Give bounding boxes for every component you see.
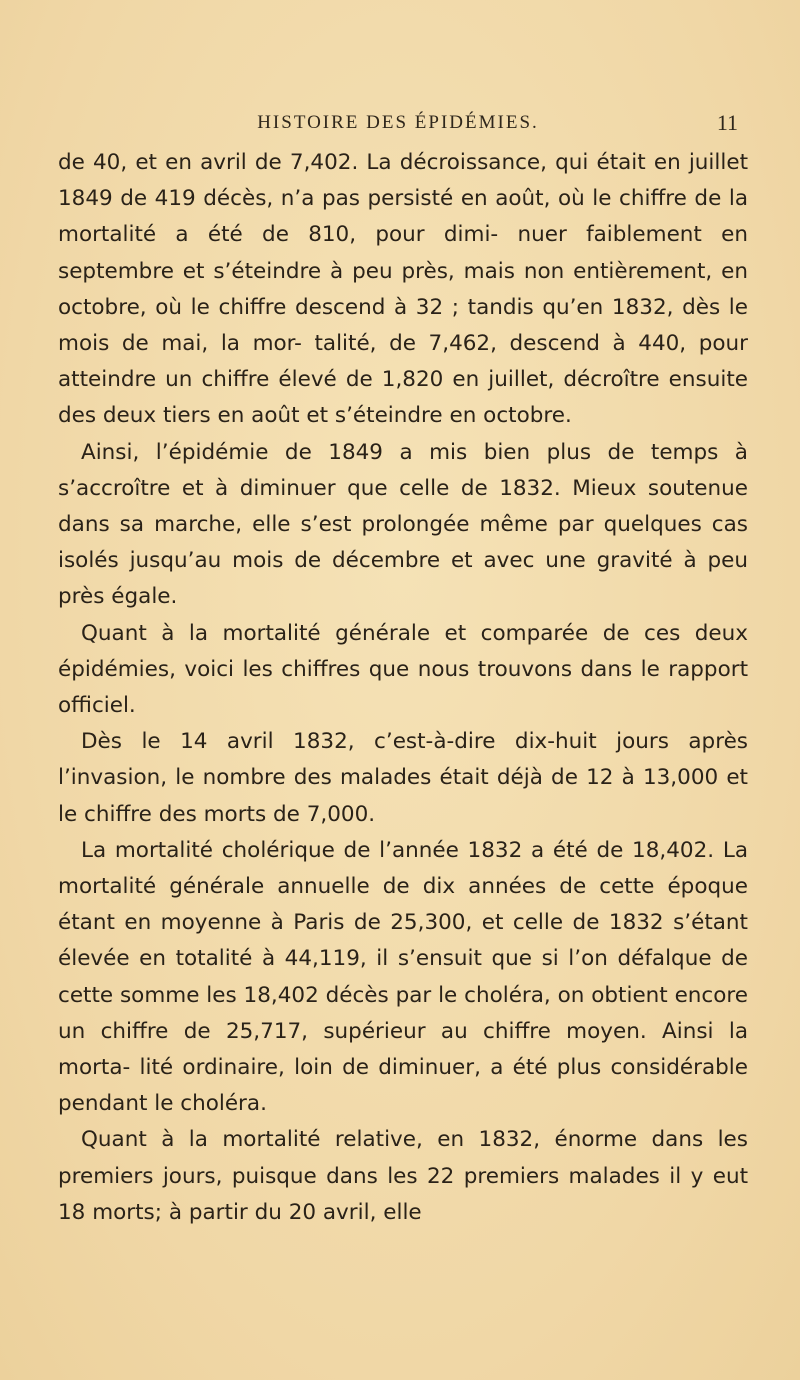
paragraph-6: Quant à la mortalité relative, en 1832, énorme dans les premiers jours, puisque dans les 22 premiers malades il y eut 18 morts; à partir du 20 avril, elle — [58, 1127, 748, 1225]
paragraph-5: La mortalité cholérique de l’année 1832 a été de 18,402. La mortalité générale annuelle de dix années de cette époque étant en moyenne à Paris de 25,300, et celle de 1832 s’étant élevée en totalité à 44,119, il s’ensuit que si l’on défalque de cette somme les 18,402 décès par le choléra, on obtient encore un chiffre de 25,717, supérieur au chiffre moyen. Ainsi la morta- lité ordinaire, loin de diminuer, a été plus considérable pendant le choléra. — [58, 837, 748, 1117]
paragraph-3: Quant à la mortalité générale et comparée de ces deux épidémies, voici les chiffres que nous trouvons dans le rapport officiel. — [58, 620, 748, 719]
page-number: 11 — [716, 110, 738, 135]
running-title: HISTOIRE DES ÉPIDÉMIES. — [257, 112, 539, 133]
paragraph-4: Dès le 14 avril 1832, c’est-à-dire dix-huit jours après l’invasion, le nombre des malades était déjà de 12 à 13,000 et le chiffre des morts de 7,000. — [58, 729, 748, 827]
paragraph-2: Ainsi, l’épidémie de 1849 a mis bien plus de temps à s’accroître et à diminuer que celle de 1832. Mieux soutenue dans sa marche, elle s’est prolongée même par quelques cas isolés jusqu’au mois de décembre et avec une gravité à peu près égale. — [58, 439, 748, 610]
body-text — [58, 145, 748, 1231]
running-head — [58, 112, 738, 142]
paragraph-1: de 40, et en avril de 7,402. La décroissance, qui était en juillet 1849 de 419 décès, n’a pas persisté en août, où le chiffre de la mortalité a été de 810, pour dimi- nuer faiblement en septembre et s’éteindre à peu près, mais non entièrement, en octobre, où le chiffre descend à 32 ; tandis qu’en 1832, dès le mois de mai, la mor- talité, de 7,462, descend à 440, pour atteindre un chiffre élevé de 1,820 en juillet, décroître ensuite des deux tiers en août et s’éteindre en octobre. — [58, 150, 748, 429]
